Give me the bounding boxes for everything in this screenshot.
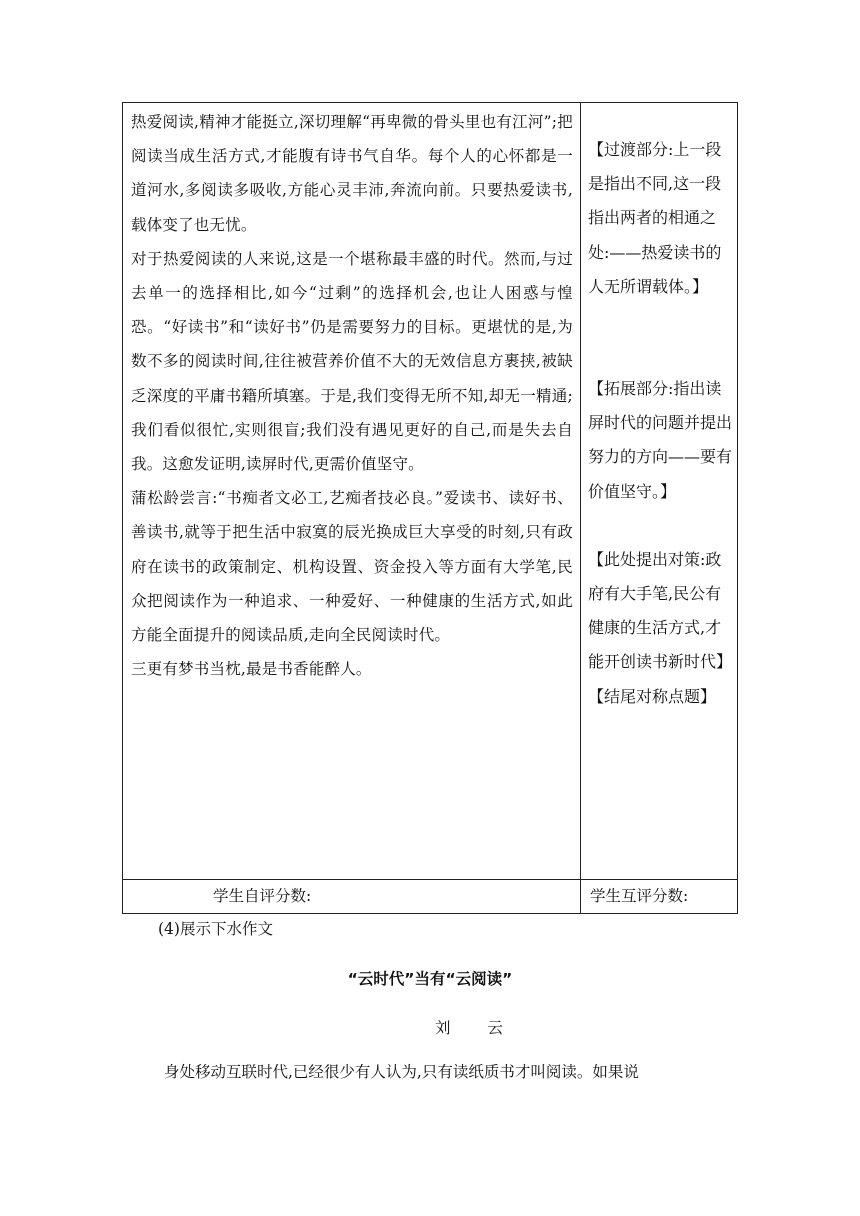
- annotation-extension: 【拓展部分:指出读屏时代的问题并提出努力的方向——要有价值坚守。】: [588, 379, 733, 501]
- essay-paragraph: 三更有梦书当枕,最是书香能醉人。: [131, 660, 372, 679]
- annotation-countermeasure: 【此处提出对策:政府有大手笔,民公有健康的生活方式,才能开创读书新时代】: [588, 549, 733, 672]
- essay-text-column: [131, 105, 573, 686]
- essay-annotation-table: [122, 102, 738, 914]
- essay-title: “云时代”当有“云阅读”: [347, 970, 513, 988]
- essay-author: 刘 云: [435, 1019, 519, 1037]
- annotation-conclusion: 【结尾对称点题】: [588, 686, 717, 706]
- section-caption: (4)展示下水作文: [158, 920, 273, 938]
- table-row-divider: [123, 879, 737, 880]
- essay-first-paragraph: 身处移动互联时代,已经很少有人认为,只有读纸质书才叫阅读。如果说: [164, 1063, 639, 1081]
- annotation-transition: 【过渡部分:上一段是指出不同,这一段指出两者的相通之处:——热爱读书的人无所谓载体。】: [588, 140, 722, 296]
- table-column-divider: [580, 103, 581, 913]
- essay-paragraph: 蒲松龄尝言:“书痴者文必工,艺痴者技必良。”爱读书、读好书、善读书,就等于把生活中寂寞的辰光换成巨大享受的时刻,只有政府在读书的政策制定、机构设置、资金投入等方面有大学笔,民众把阅读作为一种追求、一种爱好、一种健康的生活方式,如此方能全面提升的阅读品质,走向全民阅读时代。: [131, 489, 573, 645]
- essay-paragraph: 对于热爱阅读的人来说,这是一个堪称最丰盛的时代。然而,与过去单一的选择相比,如今“过剩”的选择机会,也让人困惑与惶恐。“好读书”和“读好书”仍是需要努力的目标。更堪忧的是,为数不多的阅读时间,往往被营养价值不大的无效信息方裹挟,被缺乏深度的平庸书籍所填塞。于是,我们变得无所不知,却无一精通;我们看似很忙,实则很盲;我们没有遇见更好的自己,而是失去自我。这愈发证明,读屏时代,更需价值坚守。: [131, 249, 573, 474]
- essay-paragraph: 热爱阅读,精神才能挺立,深切理解“再卑微的骨头里也有江河”;把阅读当成生活方式,才能腹有诗书气自华。每个人的心怀都是一道河水,多阅读多吸收,方能心灵丰沛,奔流向前。只要热爱读书,载体变了也无忧。: [131, 113, 573, 234]
- annotation-column: [588, 133, 736, 714]
- self-score-label: 学生自评分数:: [213, 887, 312, 905]
- peer-score-label: 学生互评分数:: [590, 887, 689, 905]
